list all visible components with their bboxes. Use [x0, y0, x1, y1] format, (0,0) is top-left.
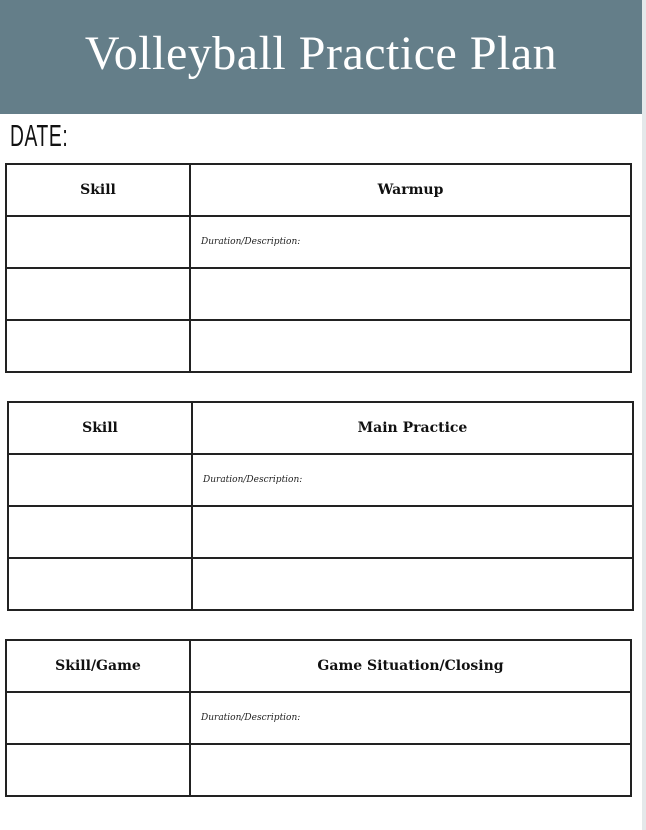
- table-row: [6, 320, 631, 372]
- main-practice-header: Main Practice: [192, 402, 633, 454]
- table-row: [8, 506, 633, 558]
- description-cell[interactable]: [190, 744, 631, 796]
- page-edge: [642, 0, 646, 830]
- table-header-row: [8, 402, 633, 454]
- table-row: [8, 558, 633, 610]
- skill-cell[interactable]: [8, 506, 192, 558]
- table-header-row: [6, 164, 631, 216]
- skill-game-header: Skill/Game: [6, 640, 190, 692]
- skill-cell[interactable]: [6, 268, 190, 320]
- description-cell[interactable]: [192, 558, 633, 610]
- table-row: [6, 268, 631, 320]
- table-header-row: [6, 640, 631, 692]
- description-cell[interactable]: Duration/Description:: [190, 692, 631, 744]
- skill-cell[interactable]: [8, 558, 192, 610]
- game-situation-header: Game Situation/Closing: [190, 640, 631, 692]
- table-row: [8, 454, 633, 506]
- skill-cell[interactable]: [6, 216, 190, 268]
- table-row: [6, 216, 631, 268]
- warmup-table: [5, 163, 632, 373]
- page-title: Volleyball Practice Plan: [84, 26, 558, 80]
- description-cell[interactable]: Duration/Description:: [192, 454, 633, 506]
- description-cell[interactable]: [192, 506, 633, 558]
- description-cell[interactable]: [190, 268, 631, 320]
- date-label: DATE:: [10, 118, 69, 153]
- table-row: [6, 692, 631, 744]
- main-practice-table: [7, 401, 634, 611]
- skill-cell[interactable]: [6, 692, 190, 744]
- skill-cell[interactable]: [8, 454, 192, 506]
- title-banner: [0, 0, 642, 114]
- skill-header: Skill: [8, 402, 192, 454]
- warmup-header: Warmup: [190, 164, 631, 216]
- closing-table: [5, 639, 632, 797]
- table-row: [6, 744, 631, 796]
- description-cell[interactable]: [190, 320, 631, 372]
- skill-cell[interactable]: [6, 320, 190, 372]
- skill-header: Skill: [6, 164, 190, 216]
- description-cell[interactable]: Duration/Description:: [190, 216, 631, 268]
- skill-cell[interactable]: [6, 744, 190, 796]
